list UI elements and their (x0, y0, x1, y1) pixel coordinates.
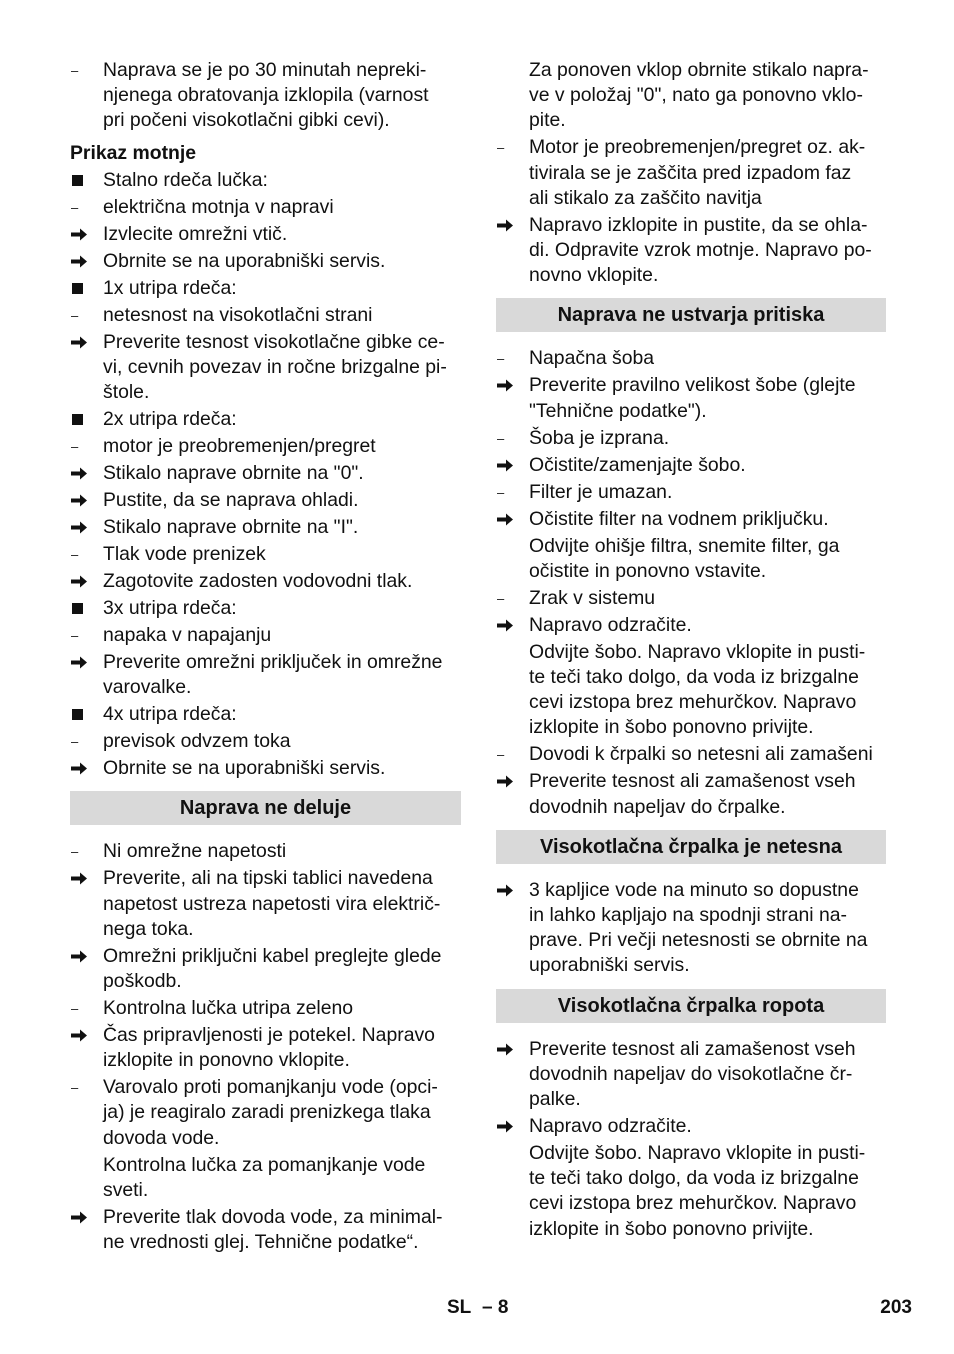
en-dash-icon: – (71, 1080, 79, 1096)
arrow-right-icon (70, 222, 100, 242)
list-item (70, 330, 461, 406)
en-dash-icon: – (71, 439, 79, 455)
list-item (496, 453, 886, 478)
footer-page-number: 203 (880, 1297, 912, 1318)
list-item (70, 729, 461, 754)
list-item (496, 613, 886, 638)
list-item (70, 569, 461, 594)
arrow-right-icon (496, 1037, 526, 1057)
list-item-text: Tlak vode prenizek (103, 543, 266, 566)
list-item-text: Napravo odzračite. (529, 1115, 692, 1138)
en-dash-icon: – (71, 734, 79, 750)
right-column (496, 58, 886, 1244)
list-item-text: Obrnite se na uporabniški servis. (103, 249, 386, 272)
list-item-text: netesnost na visokotlačni strani (103, 303, 373, 326)
en-dash-icon: – (71, 63, 79, 78)
list-item (70, 222, 461, 247)
arrow-right-icon (496, 769, 526, 789)
arrow-right-icon (70, 756, 100, 776)
list-item-text: Filter je umazan. (529, 480, 673, 503)
list-item-text: previsok odvzem toka (103, 730, 291, 753)
arrow-right-icon (496, 613, 526, 633)
arrow-right-icon (70, 1023, 100, 1043)
list-item (70, 650, 461, 700)
arrow-right-icon (70, 650, 100, 670)
footer-language: SL (447, 1297, 472, 1318)
arrow-right-icon (70, 1205, 100, 1225)
list-item (496, 213, 886, 289)
left-column (70, 58, 461, 1257)
list-item-text: Omrežni priključni kabel preglejte glede poškodb. (103, 944, 442, 993)
list-item-text: Preverite tesnost visokotlačne gibke ce- vi, cevnih povezav in ročne brizgalne pi- štole. (103, 330, 447, 404)
list-item (70, 195, 461, 220)
list-item-text: Zrak v sistemu (529, 586, 656, 609)
list-item-text: 4x utripa rdeča: (103, 703, 237, 726)
list-item-text: Naprava se je po 30 minutah nepreki- njenega obratovanja izklopila (varnost pri počeni visokotlačni gibki cevi). (103, 59, 429, 132)
list-item-text: 3 kapljice vode na minuto so dopustne in lahko kapljajo na spodnji strani na- prave. Pri večji netesnosti se obrnite na uporabniški servis. (529, 878, 868, 977)
list-item-text: 1x utripa rdeča: (103, 276, 237, 299)
list-item (70, 168, 461, 193)
section-heading: Visokotlačna črpalka je netesna (496, 830, 886, 864)
continuation-text: Kontrolna lučka za pomanjkanje vode sveti. (103, 1153, 426, 1201)
list-item (496, 480, 886, 505)
list-item-text: Pustite, da se naprava ohladi. (103, 489, 359, 512)
en-dash-icon: – (497, 351, 505, 367)
list-item-text: Obrnite se na uporabniški servis. (103, 757, 386, 780)
list-item (70, 839, 461, 864)
continuation-text: Odvijte šobo. Napravo vklopite in pusti- te teči tako dolgo, da voda iz brizgalne cevi izstopa brez mehurčkov. Napravo izklopite in šobo ponovno privijte. (529, 640, 866, 739)
en-dash-icon: – (71, 628, 79, 644)
en-dash-icon: – (497, 430, 505, 446)
list-item-text: 2x utripa rdeča: (103, 408, 237, 431)
list-item-text: Preverite tesnost ali zamašenost vseh dovodnih napeljav do visokotlačne čr- palke. (529, 1037, 856, 1111)
list-item-text: Preverite, ali na tipski tablici navedena napetost ustreza napetosti vira električ- nega toka. (103, 867, 441, 940)
list-item (70, 276, 461, 301)
en-dash-icon: – (71, 844, 79, 860)
list-item-text: Zagotovite zadosten vodovodni tlak. (103, 570, 413, 593)
arrow-right-icon (496, 878, 526, 898)
list-item (70, 515, 461, 540)
list-item (70, 996, 461, 1021)
list-item (496, 373, 886, 423)
en-dash-icon: – (71, 547, 79, 563)
arrow-right-icon (496, 1114, 526, 1134)
list-item-text: Šoba je izprana. (529, 426, 670, 449)
list-item (496, 769, 886, 819)
list-item (70, 596, 461, 621)
list-item-text: Stikalo naprave obrnite na "I". (103, 516, 359, 539)
list-item-text: Dovodi k črpalki so netesni ali zamašeni (529, 743, 873, 766)
list-item-text: Očistite filter na vodnem priključku. (529, 507, 829, 530)
list-item-text: Preverite tesnost ali zamašenost vseh dovodnih napeljav do črpalke. (529, 770, 856, 818)
list-item (496, 426, 886, 451)
list-item (496, 878, 886, 979)
list-item-text: Stikalo naprave obrnite na "0". (103, 462, 364, 485)
arrow-right-icon (496, 453, 526, 473)
list-item-text: Motor je preobremenjen/pregret oz. ak- tivirala se je zaščita pred izpadom faz ali stikalo za zaščito navitja (529, 136, 866, 209)
list-item (70, 58, 461, 134)
en-dash-icon: – (497, 140, 505, 156)
list-item-text: Varovalo proti pomanjkanju vode (opci- ja) je reagiralo zaradi prenizkega tlaka dovoda vode. (103, 1076, 438, 1149)
en-dash-icon: – (71, 1001, 79, 1017)
list-item-text: električna motnja v napravi (103, 195, 334, 218)
list-item (496, 507, 886, 532)
list-item-text: Čas pripravljenosti je potekel. Napravo izklopite in ponovno vklopite. (103, 1024, 435, 1072)
list-item-text: Očistite/zamenjajte šobo. (529, 453, 746, 476)
continuation-text: Za ponoven vklop obrnite stikalo napra- ve v položaj "0", nato ga ponovno vklo- pite. (529, 59, 869, 132)
list-item (496, 586, 886, 611)
arrow-right-icon (70, 461, 100, 481)
list-item (496, 346, 886, 371)
list-item (70, 756, 461, 781)
footer-section-number: – 8 (482, 1297, 509, 1318)
list-item-text: motor je preobremenjen/pregret (103, 435, 376, 458)
list-item (70, 1023, 461, 1073)
list-item (70, 944, 461, 994)
en-dash-icon: – (497, 747, 505, 763)
list-item-text: Kontrolna lučka utripa zeleno (103, 997, 354, 1020)
list-item-text: Napravo izklopite in pustite, da se ohla- di. Odpravite vzrok motnje. Napravo po- novno vklopite. (529, 213, 872, 287)
list-item-text: Ni omrežne napetosti (103, 840, 287, 863)
list-item (70, 623, 461, 648)
list-item-text: Preverite omrežni priključek in omrežne varovalke. (103, 651, 443, 699)
arrow-right-icon (70, 330, 100, 350)
list-item-text: Napravo odzračite. (529, 613, 692, 636)
en-dash-icon: – (71, 199, 79, 215)
list-item (496, 1037, 886, 1113)
list-item (70, 542, 461, 567)
list-item-text: Preverite pravilno velikost šobe (glejte "Tehnične podatke"). (529, 374, 856, 422)
list-item (496, 742, 886, 767)
arrow-right-icon (70, 249, 100, 269)
list-item (70, 866, 461, 942)
list-item (70, 407, 461, 432)
section-heading: Naprava ne deluje (70, 791, 461, 825)
section-heading: Naprava ne ustvarja pritiska (496, 298, 886, 332)
continuation-text: Odvijte ohišje filtra, snemite filter, ga očistite in ponovno vstavite. (529, 534, 840, 582)
arrow-right-icon (496, 213, 526, 233)
list-item (70, 1075, 461, 1151)
en-dash-icon: – (71, 307, 79, 323)
list-item (70, 488, 461, 513)
list-item-text: Izvlecite omrežni vtič. (103, 222, 288, 245)
arrow-right-icon (70, 944, 100, 964)
arrow-right-icon (496, 373, 526, 393)
arrow-right-icon (70, 866, 100, 886)
list-item (70, 434, 461, 459)
list-item (70, 461, 461, 486)
en-dash-icon: – (497, 590, 505, 606)
list-item-text: Stalno rdeča lučka: (103, 168, 268, 191)
arrow-right-icon (70, 569, 100, 589)
list-item (70, 249, 461, 274)
en-dash-icon: – (497, 484, 505, 500)
list-item (70, 303, 461, 328)
list-item (70, 1205, 461, 1255)
arrow-right-icon (70, 488, 100, 508)
list-item (70, 702, 461, 727)
list-item-text: napaka v napajanju (103, 624, 272, 647)
list-item (496, 135, 886, 211)
section-heading: Visokotlačna črpalka ropota (496, 989, 886, 1023)
subheading: Prikaz motnje (70, 141, 197, 164)
list-item-text: Napačna šoba (529, 347, 655, 370)
list-item (496, 1114, 886, 1139)
list-item-text: 3x utripa rdeča: (103, 597, 237, 620)
arrow-right-icon (496, 507, 526, 527)
arrow-right-icon (70, 515, 100, 535)
list-item-text: Preverite tlak dovoda vode, za minimal- ne vrednosti glej. Tehnične podatke“. (103, 1205, 443, 1254)
continuation-text: Odvijte šobo. Napravo vklopite in pusti- te teči tako dolgo, da voda iz brizgalne cevi izstopa brez mehurčkov. Napravo izklopite in šobo ponovno privijte. (529, 1142, 866, 1240)
